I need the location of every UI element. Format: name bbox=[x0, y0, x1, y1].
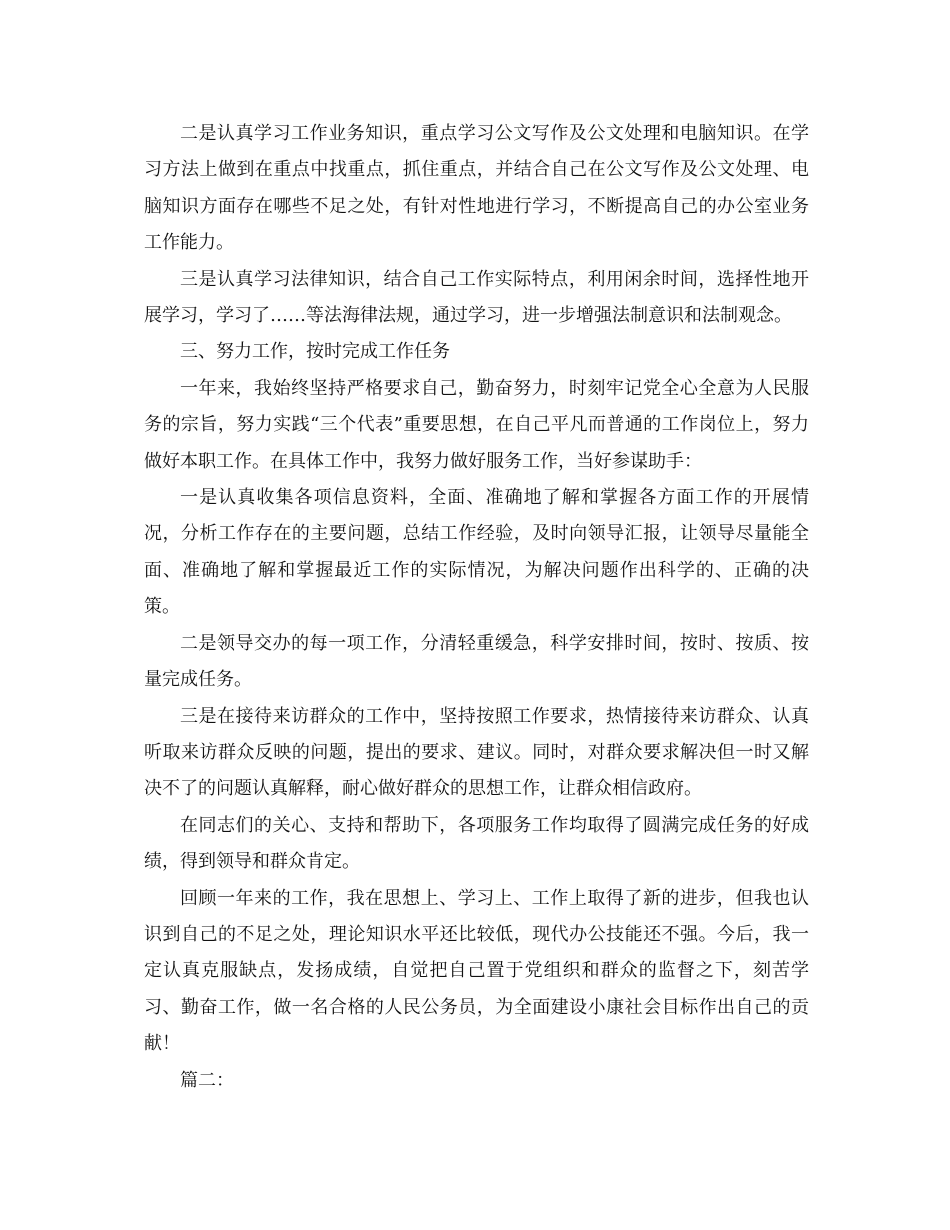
paragraph-assigned-tasks: 二是领导交办的每一项工作，分清轻重缓急，科学安排时间，按时、按质、按量完成任务。 bbox=[144, 632, 809, 691]
document-body bbox=[144, 116, 809, 1099]
paragraph-review: 回顾一年来的工作，我在思想上、学习上、工作上取得了新的进步，但我也认识到自己的不足之处，理论知识水平还比较低，现代办公技能还不强。今后，我一定认真克服缺点，发扬成绩，自觉把自己置于党组织和群众的监督之下，刻苦学习、勤奋工作，做一名合格的人民公务员，为全面建设小康社会目标作出自己的贡献！ bbox=[144, 887, 809, 1055]
paragraph-study-business: 二是认真学习工作业务知识，重点学习公文写作及公文处理和电脑知识。在学习方法上做到在重点中找重点，抓住重点，并结合自己在公文写作及公文处理、电脑知识方面存在哪些不足之处，有针对性地进行学习，不断提高自己的办公室业务工作能力。 bbox=[144, 123, 809, 254]
section-heading-part-two: 篇二： bbox=[180, 1069, 234, 1091]
paragraph-receive-visitors: 三是在接待来访群众的工作中，坚持按照工作要求，热情接待来访群众、认真听取来访群众反映的问题，提出的要求、建议。同时，对群众要求解决但一时又解决不了的问题认真解释，耐心做好群众的思想工作，让群众相信政府。 bbox=[144, 705, 809, 800]
section-heading-work: 三、努力工作，按时完成工作任务 bbox=[180, 341, 450, 363]
paragraph-year-summary: 一年来，我始终坚持严格要求自己，勤奋努力，时刻牢记党全心全意为人民服务的宗旨，努力实践“三个代表”重要思想，在自己平凡而普通的工作岗位上，努力做好本职工作。在具体工作中，我努力做好服务工作，当好参谋助手： bbox=[144, 377, 809, 472]
paragraph-achievements: 在同志们的关心、支持和帮助下，各项服务工作均取得了圆满完成任务的好成绩，得到领导和群众肯定。 bbox=[144, 814, 809, 873]
paragraph-study-law: 三是认真学习法律知识，结合自己工作实际特点，利用闲余时间，选择性地开展学习，学习了……等法海律法规，通过学习，进一步增强法制意识和法制观念。 bbox=[144, 268, 809, 327]
paragraph-collect-info: 一是认真收集各项信息资料，全面、准确地了解和掌握各方面工作的开展情况，分析工作存在的主要问题，总结工作经验，及时向领导汇报，让领导尽量能全面、准确地了解和掌握最近工作的实际情况，为解决问题作出科学的、正确的决策。 bbox=[144, 487, 809, 618]
